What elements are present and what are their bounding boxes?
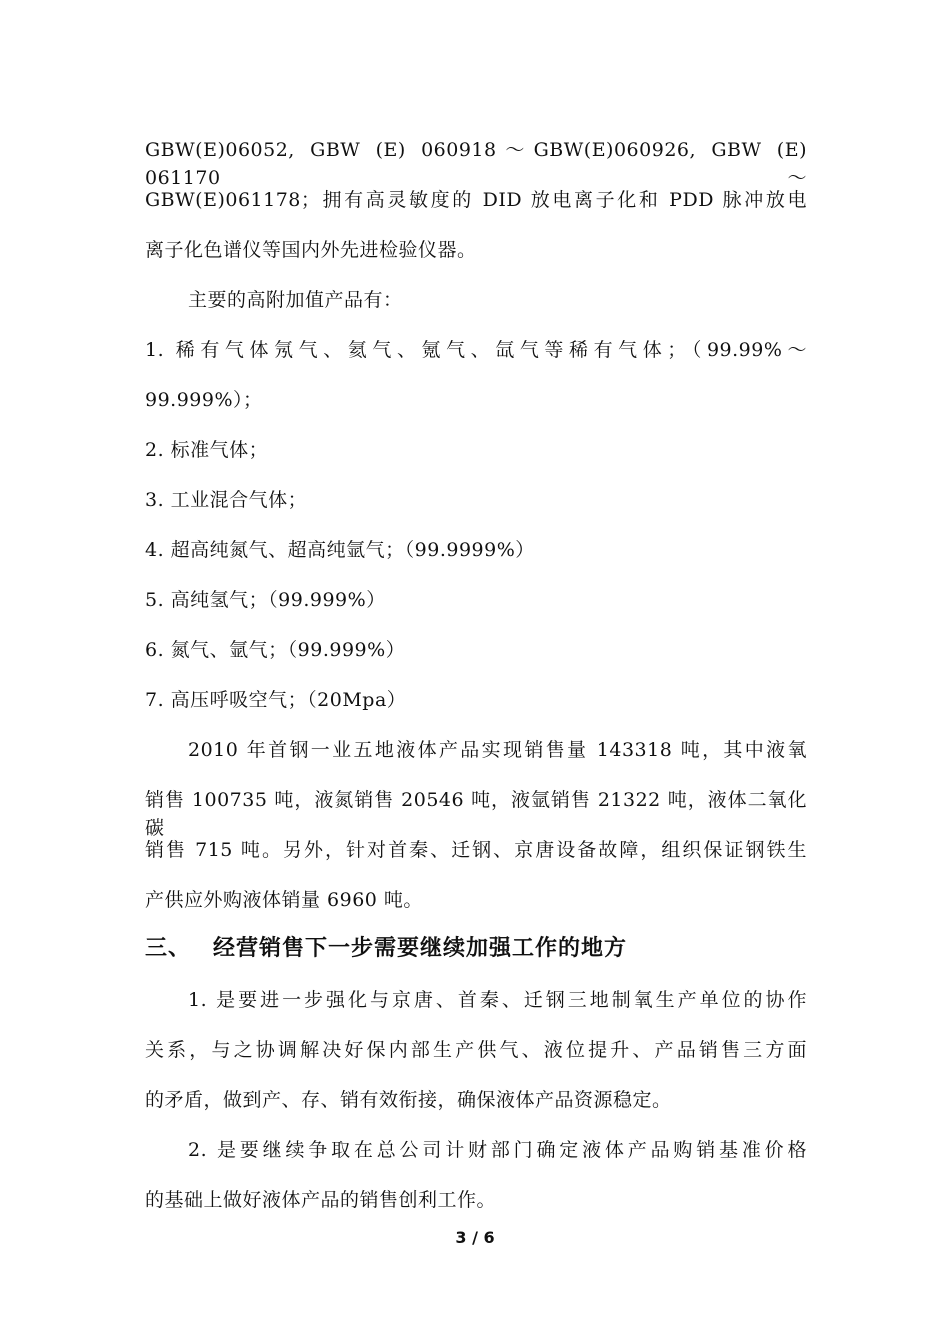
text-line: GBW(E)061178；拥有高灵敏度的 DID 放电离子化和 PDD 脉冲放电 [145,189,807,211]
list-item: 7. 高压呼吸空气；（20Mpa） [145,689,407,711]
list-item: 2. 标准气体； [145,439,269,461]
text-line: 主要的高附加值产品有： [188,289,403,311]
list-item: 3. 工业混合气体； [145,489,308,511]
text-line: 2. 是要继续争取在总公司计财部门确定液体产品购销基准价格 [188,1139,807,1161]
list-item: 5. 高纯氢气；（99.999%） [145,589,386,611]
section-heading [145,933,627,963]
text-line: 产供应外购液体销量 6960 吨。 [145,889,423,911]
section-title: 经营销售下一步需要继续加强工作的地方 [213,935,628,961]
text-line: 销售 715 吨。另外，针对首秦、迁钢、京唐设备故障，组织保证钢铁生 [145,839,807,861]
text-line: 1. 是要进一步强化与京唐、首秦、迁钢三地制氧生产单位的协作 [188,989,807,1011]
text-line: 离子化色谱仪等国内外先进检验仪器。 [145,239,477,261]
list-item: 4. 超高纯氮气、超高纯氩气；（99.9999%） [145,539,535,561]
list-item-continuation: 99.999%）； [145,389,263,411]
text-line: 的基础上做好液体产品的销售创利工作。 [145,1189,497,1211]
list-item: 6. 氮气、氩气；（99.999%） [145,639,406,661]
section-number: 三、 [145,935,192,961]
text-line: 的矛盾，做到产、存、销有效衔接，确保液体产品资源稳定。 [145,1089,672,1111]
list-item: 1. 稀有气体氖气、氦气、氪气、氙气等稀有气体；（99.99%～ [145,339,807,361]
text-line: 2010 年首钢一业五地液体产品实现销售量 143318 吨，其中液氧 [188,739,807,761]
page-number: 3 / 6 [455,1228,495,1247]
text-line: 销售 100735 吨，液氮销售 20546 吨，液氩销售 21322 吨，液体二氧化碳 [145,789,807,839]
text-line: GBW(E)06052, GBW (E) 060918～GBW(E)060926, GBW (E) 061170～ [145,139,807,189]
text-line: 关系，与之协调解决好保内部生产供气、液位提升、产品销售三方面 [145,1039,807,1061]
